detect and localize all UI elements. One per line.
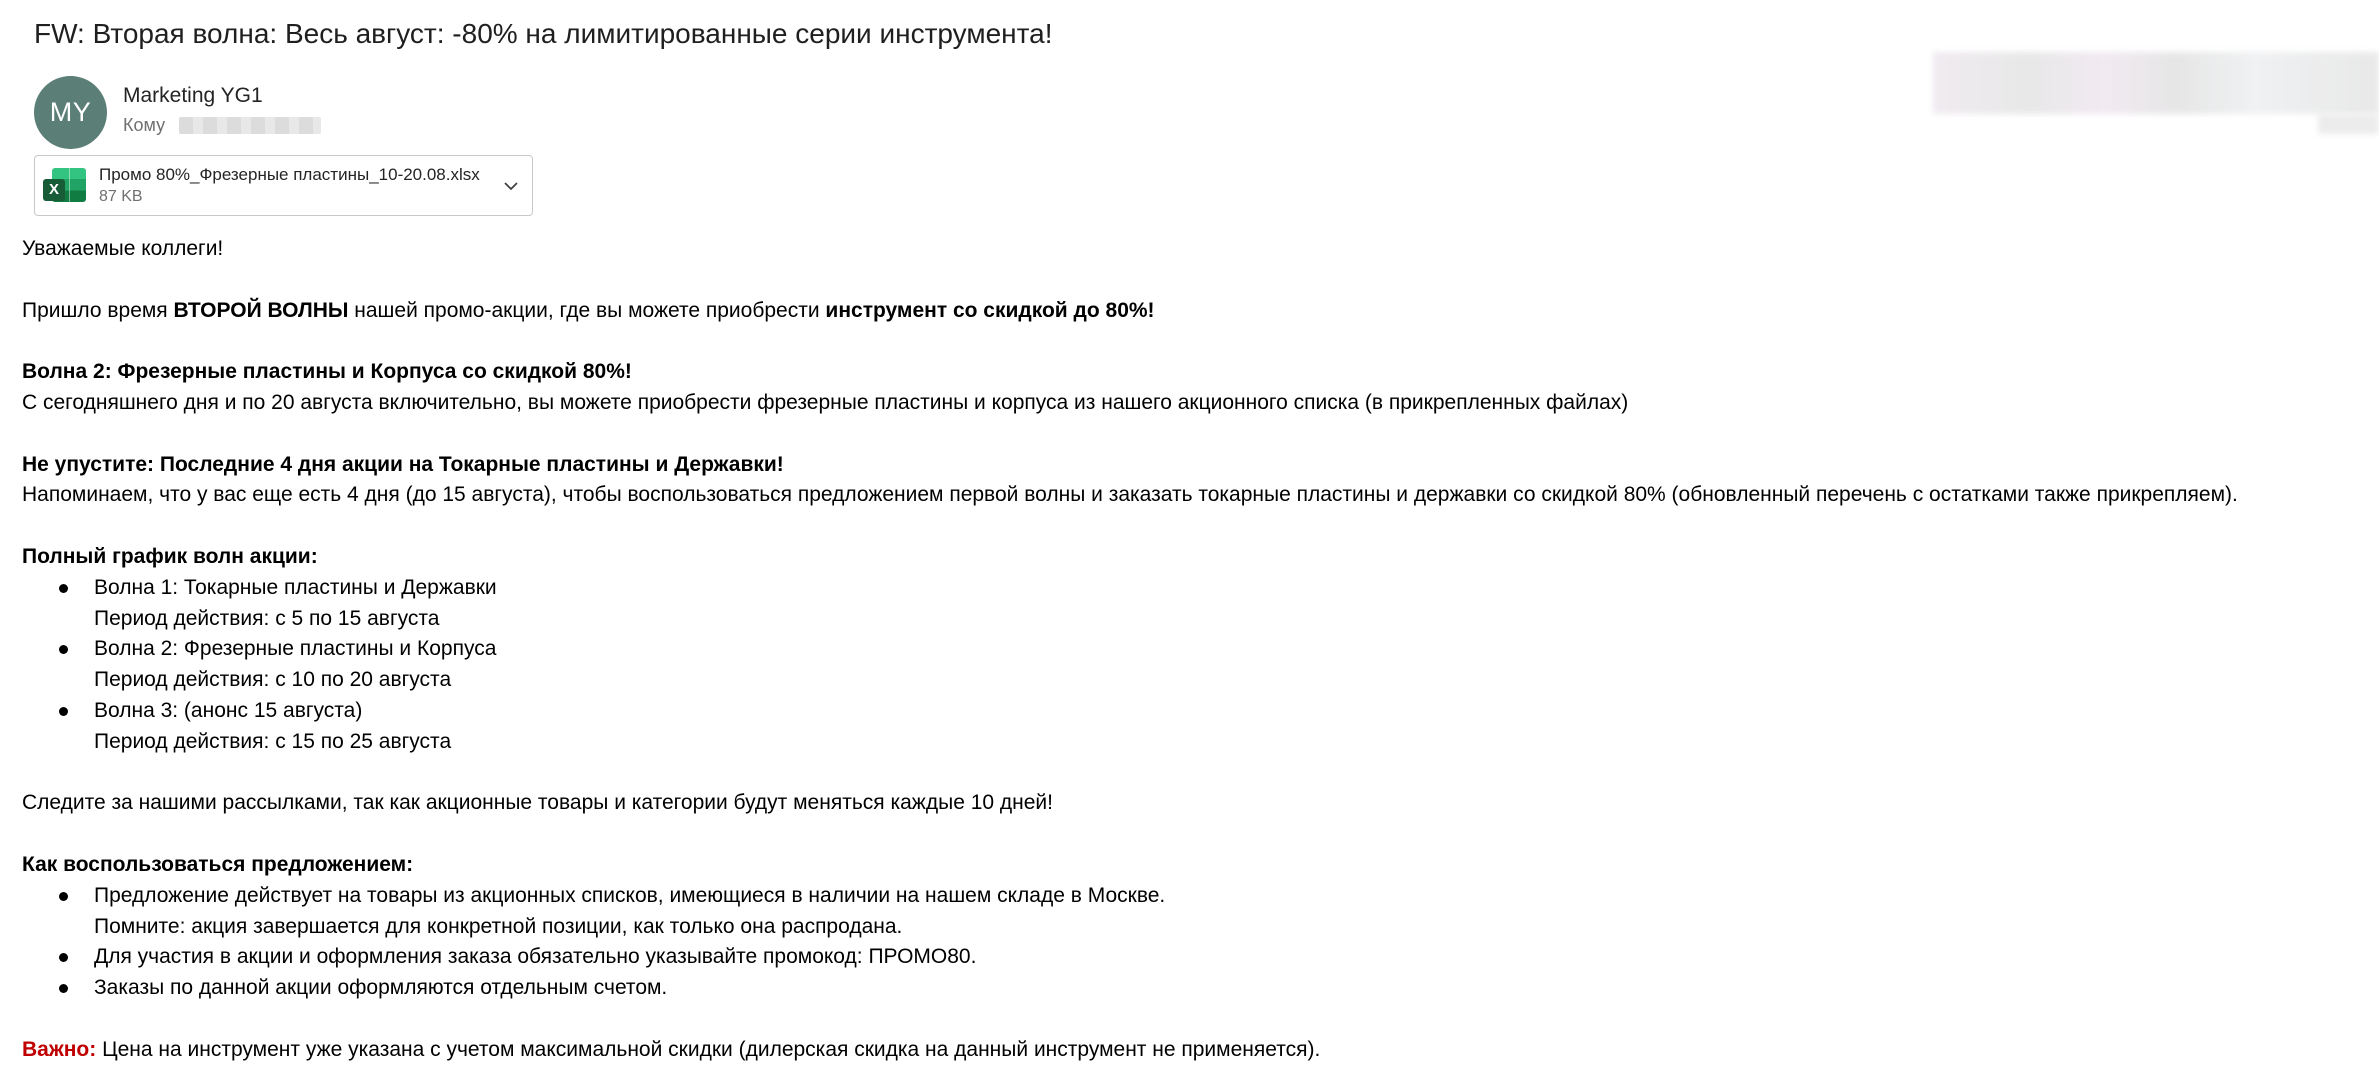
to-label: Кому xyxy=(123,115,166,135)
sender-name[interactable]: Marketing YG1 xyxy=(123,84,263,107)
greeting: Уважаемые коллеги! xyxy=(22,237,224,260)
sender-avatar[interactable]: MY xyxy=(34,76,107,149)
attachment-size: 87 KB xyxy=(99,187,143,205)
list-item: Волна 1: Токарные пластины и Державки Период действия: с 5 по 15 августа xyxy=(22,573,2362,635)
howto-list xyxy=(22,881,2362,1004)
important-note: Важно: Цена на инструмент уже указана с учетом максимальной скидки (дилерская скидка на данный инструмент не применяется). xyxy=(22,1037,1321,1061)
redacted-header-info xyxy=(1933,52,2379,114)
redacted-header-info-2 xyxy=(2318,114,2379,134)
schedule-heading: Полный график волн акции: xyxy=(22,544,318,568)
howto-heading: Как воспользоваться предложением: xyxy=(22,852,414,876)
intro-paragraph: Пришло время ВТОРОЙ ВОЛНЫ нашей промо-акции, где вы можете приобрести инструмент со скидкой до 80%! xyxy=(22,298,1155,322)
wave2-text: С сегодняшнего дня и по 20 августа включительно, вы можете приобрести фрезерные пластины и корпуса из нашего акционного списка (в прикрепленных файлах) xyxy=(22,390,1629,414)
chevron-down-icon[interactable] xyxy=(498,173,524,199)
reminder-heading: Не упустите: Последние 4 дня акции на Токарные пластины и Державки! xyxy=(22,452,784,476)
schedule-list xyxy=(22,573,2362,758)
reminder-text: Напоминаем, что у вас еще есть 4 дня (до 15 августа), чтобы воспользоваться предложением первой волны и заказать токарные пластины и державки со скидкой 80% (обновленный перечень с остатками также прикрепляем). xyxy=(22,483,2238,507)
attachment-card[interactable] xyxy=(34,155,533,216)
redacted-recipient xyxy=(179,117,321,134)
email-subject: FW: Вторая волна: Весь август: -80% на лимитированные серии инструмента! xyxy=(34,18,1053,49)
excel-file-icon: X xyxy=(43,166,89,206)
recipient-row xyxy=(123,115,321,136)
wave2-heading: Волна 2: Фрезерные пластины и Корпуса со скидкой 80%! xyxy=(22,360,632,384)
attachment-filename: Промо 80%_Фрезерные пластины_10-20.08.xlsx xyxy=(99,164,480,184)
list-item: Волна 3: (анонс 15 августа) Период действия: с 15 по 25 августа xyxy=(22,696,2362,758)
follow-text: Следите за нашими рассылками, так как акционные товары и категории будут меняться каждые 10 дней! xyxy=(22,791,1053,815)
email-body xyxy=(22,234,2362,1066)
list-item: Волна 2: Фрезерные пластины и Корпуса Период действия: с 10 по 20 августа xyxy=(22,634,2362,696)
list-item: Заказы по данной акции оформляются отдельным счетом. xyxy=(22,973,2362,1004)
list-item: Для участия в акции и оформления заказа обязательно указывайте промокод: ПРОМО80. xyxy=(22,942,2362,973)
list-item: Предложение действует на товары из акционных списков, имеющиеся в наличии на нашем складе в Москве. Помните: акция завершается для конкретной позиции, как только она распродана. xyxy=(22,881,2362,943)
